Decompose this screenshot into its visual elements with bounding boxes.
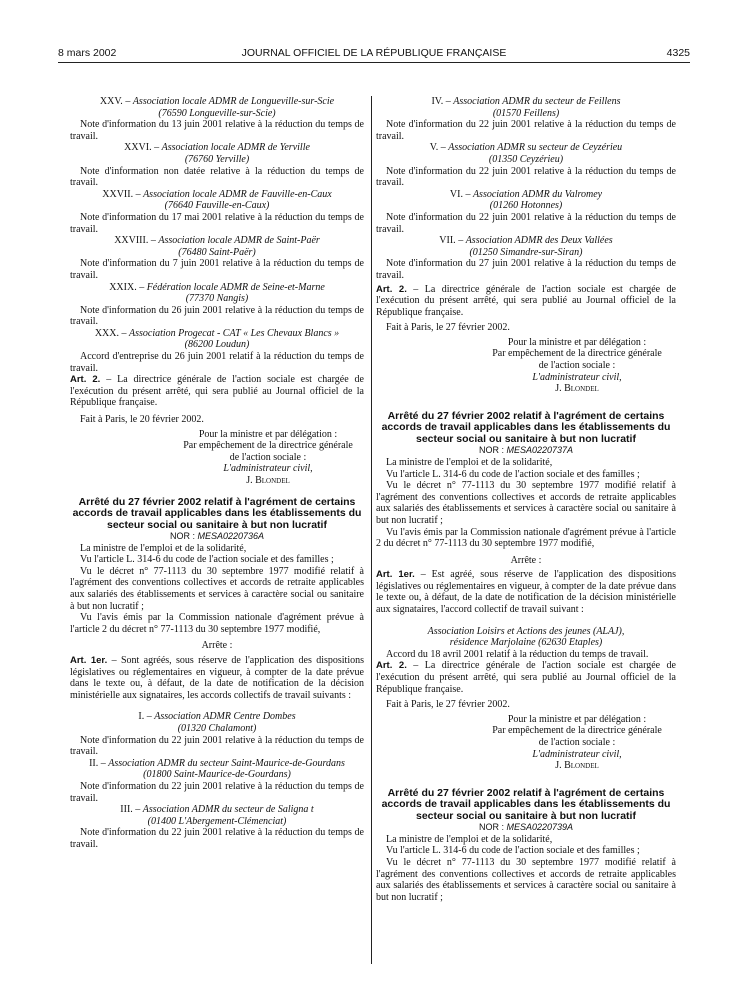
vu-clause: Vu le décret n° 77-1113 du 30 septembre 1977 modifié relatif à l'agrément des conventions collectives et accords de retraite applicables aux salariés des établissements et services à caractère social ou sanitaire à but non lucratif ; (376, 480, 676, 526)
association-block: III. – Association ADMR du secteur de Saligna t (01400 L'Abergement-Clémenciat) Note d'information du 22 juin 2001 relative à la réduction du temps de travail. (70, 804, 364, 850)
association-address: (01350 Ceyzérieu) (488, 153, 564, 165)
decree-title: Arrêté du 27 février 2002 relatif à l'agrément de certains accords de travail applicables dans les établissements du secteur social ou sanitaire à but non lucratif (72, 495, 362, 531)
decree-title: Arrêté du 27 février 2002 relatif à l'agrément de certains accords de travail applicables dans les établissements du secteur social ou sanitaire à but non lucratif (381, 409, 671, 445)
signature-block: Pour la ministre et par délégation : Par empêchement de la directrice générale de l'action sociale : L'administrateur civil, J. Blondel (70, 429, 364, 487)
decree-intro: La ministre de l'emploi et de la solidarité, (386, 456, 553, 468)
association-address: résidence Marjolaine (62630 Etaples) (449, 637, 603, 649)
association-note: Note d'information du 17 mai 2001 relative à la réduction du temps de travail. (70, 211, 364, 235)
association-note: Note d'information du 22 juin 2001 relative à la réduction du temps de travail. (70, 780, 364, 804)
association-note: Note d'information du 22 juin 2001 relative à la réduction du temps de travail. (376, 119, 676, 142)
association-address: (01570 Feillens) (492, 107, 560, 119)
article-2: Art. 2. – La directrice générale de l'action sociale est chargée de l'exécution du présent arrêté, qui sera publié au Journal officiel de la République française. (376, 660, 676, 695)
association-name: Association locale ADMR de Longueville-sur-Scie (132, 96, 335, 107)
issue-date: 8 mars 2002 (58, 47, 117, 59)
association-block: XXV. – Association locale ADMR de Longueville-sur-Scie (76590 Longueville-sur-Scie) Note d'information du 13 juin 2001 relative à la réduction du temps de travail. (70, 96, 364, 142)
association-address: (76590 Longueville-sur-Scie) (158, 107, 276, 119)
article-2: Art. 2. – La directrice générale de l'action sociale est chargée de l'exécution du présent arrêté, qui sera publié au Journal officiel de la République française. (376, 283, 676, 318)
signatory-name: J. Blondel (555, 760, 599, 772)
association-note: Note d'information du 26 juin 2001 relative à la réduction du temps de travail. (70, 304, 364, 328)
signature-place-date: Fait à Paris, le 27 février 2002. (386, 699, 510, 711)
vu-clause: Vu le décret n° 77-1113 du 30 septembre 1977 modifié relatif à l'agrément des conventions collectives et accords de retraite applicables aux salariés des établissements et services à caractère social ou sanitaire à but non lucratif ; (70, 565, 364, 612)
vu-clause: Vu le décret n° 77-1113 du 30 septembre 1977 modifié relatif à l'agrément des conventions collectives et accords de retraite applicables aux salariés des établissements et services à caractère social ou sanitaire à but non lucratif ; (376, 857, 676, 903)
association-block: XXVIII. – Association locale ADMR de Saint-Paër (76480 Saint-Paër) Note d'information du 7 juin 2001 relative à la réduction du temps de travail. (70, 235, 364, 281)
association-note: Note d'information du 22 juin 2001 relative à la réduction du temps de travail. (376, 165, 676, 189)
signature-place-date: Fait à Paris, le 27 février 2002. (386, 322, 510, 334)
association-block: V. – Association ADMR su secteur de Ceyzérieu (01350 Ceyzérieu) Note d'information du 22 juin 2001 relative à la réduction du temps de travail. (376, 142, 676, 189)
association-note: Note d'information du 27 juin 2001 relative à la réduction du temps de travail. (376, 258, 676, 281)
association-block: XXX. – Association Progecat - CAT « Les Chevaux Blancs » (86200 Loudun) Accord d'entreprise du 26 juin 2001 relatif à la réduction du temps de travail. (70, 327, 364, 374)
right-column (376, 96, 676, 903)
association-note: Note d'information du 22 juin 2001 relative à la réduction du temps de travail. (70, 734, 364, 758)
association-block: II. – Association ADMR du secteur Saint-Maurice-de-Gourdans (01800 Saint-Maurice-de-Gourdans) Note d'information du 22 juin 2001 relative à la réduction du temps de travail. (70, 757, 364, 804)
association-note: Note d'information du 7 juin 2001 relative à la réduction du temps de travail. (70, 258, 364, 281)
nor-reference: NOR : MESA0220736A (169, 531, 265, 542)
association-block: XXVII. – Association locale ADMR de Fauville-en-Caux (76640 Fauville-en-Caux) Note d'information du 17 mai 2001 relative à la réduction du temps de travail. (70, 188, 364, 235)
association-name: Association locale ADMR de Fauville-en-Caux (143, 188, 332, 200)
article-2: Art. 2. – La directrice générale de l'action sociale est chargée de l'exécution du présent arrêté, qui sera publié au Journal officiel de la République française. (70, 374, 364, 409)
association-note: Note d'information du 22 juin 2001 relative à la réduction du temps de travail. (70, 827, 364, 850)
decree-title: Arrêté du 27 février 2002 relatif à l'agrément de certains accords de travail applicables dans les établissements du secteur social ou sanitaire à but non lucratif (381, 786, 671, 822)
association-name: Association ADMR des Deux Vallées (465, 235, 613, 247)
association-block (376, 626, 676, 661)
article-1: Art. 1er. – Est agréé, sous réserve de l'application des dispositions législatives ou réglementaires en vigueur, à compter de la date prévue dans le texte ou, à défaut, de la date de notification de la décision ministérielle aux signataires, l'accord collectif de travail suivant : (376, 569, 677, 616)
association-address: (01320 Chalamont) (177, 723, 257, 734)
association-address: (77370 Nangis) (185, 293, 249, 305)
signature-block: Pour la ministre et par délégation : Par empêchement de la directrice générale de l'action sociale : L'administrateur civil, J. Blondel (376, 714, 676, 772)
association-name: Association locale ADMR de Saint-Paër (158, 235, 320, 247)
association-name: Association ADMR su secteur de Ceyzérieu (448, 142, 623, 154)
signatory-name: J. Blondel (555, 383, 599, 395)
association-address: (76640 Fauville-en-Caux) (164, 200, 270, 212)
signature-block: Pour la ministre et par délégation : Par empêchement de la directrice générale de l'action sociale : L'administrateur civil, J. Blondel (376, 337, 676, 395)
association-note: Note d'information non datée relative à la réduction du temps de travail. (70, 165, 364, 189)
association-address: (86200 Loudun) (184, 339, 250, 351)
association-address: (01250 Simandre-sur-Siran) (469, 246, 583, 258)
association-name: Association ADMR du Valromey (472, 188, 603, 200)
association-name: Association ADMR du secteur de Feillens (453, 96, 621, 107)
nor-reference: NOR : MESA0220737A (478, 445, 574, 456)
arrete-heading: Arrête : (510, 554, 542, 566)
association-block: VI. – Association ADMR du Valromey (01260 Hotonnes) Note d'information du 22 juin 2001 relative à la réduction du temps de travail. (376, 188, 676, 235)
association-name: Fédération locale ADMR de Seine-et-Marne (146, 281, 325, 293)
association-block: IV. – Association ADMR du secteur de Feillens (01570 Feillens) Note d'information du 22 juin 2001 relative à la réduction du temps de travail. (376, 96, 676, 142)
article-1: Art. 1er. – Sont agréés, sous réserve de l'application des dispositions législatives ou réglementaires en vigueur, à compter de la date prévue dans le texte ou, à défaut, de la date de notification de la décision ministérielle aux signataires, les accords collectifs de travail suivants : (70, 655, 364, 701)
column-divider (371, 96, 372, 964)
decree-intro: La ministre de l'emploi et de la solidarité, (386, 833, 553, 845)
nor-reference: NOR : MESA0220739A (478, 822, 574, 833)
association-name: Association ADMR du secteur Saint-Maurice-de-Gourdans (108, 757, 345, 769)
association-block: VII. – Association ADMR des Deux Vallées (01250 Simandre-sur-Siran) Note d'information du 27 juin 2001 relative à la réduction du temps de travail. (376, 235, 676, 281)
association-name: Association Progecat - CAT « Les Chevaux Blancs » (129, 327, 340, 339)
vu-clause: Vu l'avis émis par la Commission nationale d'agrément prévue à l'article 2 du décret n° 77-1113 du 30 septembre 1977 modifié, (376, 526, 676, 550)
association-name: Association locale ADMR de Yerville (161, 142, 310, 154)
left-column (70, 96, 364, 851)
vu-clause: Vu l'article L. 314-6 du code de l'action sociale et des familles ; (386, 845, 640, 857)
association-block: XXIX. – Fédération locale ADMR de Seine-et-Marne (77370 Nangis) Note d'information du 26 juin 2001 relative à la réduction du temps de travail. (70, 281, 364, 328)
vu-clause: Vu l'article L. 314-6 du code de l'action sociale et des familles ; (386, 468, 640, 480)
association-note: Note d'information du 22 juin 2001 relative à la réduction du temps de travail. (376, 211, 676, 235)
association-address: (76480 Saint-Paër) (178, 246, 256, 258)
vu-clause: Vu l'avis émis par la Commission nationale d'agrément prévue à l'article 2 du décret n° 77-1113 du 30 septembre 1977 modifié, (70, 612, 364, 635)
header-rule (58, 62, 690, 63)
association-note: Accord du 18 avril 2001 relatif à la réduction du temps de travail. (386, 648, 649, 660)
association-block: XXVI. – Association locale ADMR de Yerville (76760 Yerville) Note d'information non datée relative à la réduction du temps de travail. (70, 142, 364, 189)
page-header (58, 47, 690, 63)
association-note: Accord d'entreprise du 26 juin 2001 relatif à la réduction du temps de travail. (70, 351, 364, 374)
decree-intro: La ministre de l'emploi et de la solidarité, (80, 542, 247, 554)
arrete-heading: Arrête : (201, 640, 233, 652)
signatory-name: J. Blondel (246, 475, 290, 486)
page-number: 4325 (666, 47, 690, 59)
association-block: I. – Association ADMR Centre Dombes (01320 Chalamont) Note d'information du 22 juin 2001 relative à la réduction du temps de travail. (70, 711, 364, 758)
association-address: (76760 Yerville) (184, 153, 250, 165)
association-name: Association ADMR Centre Dombes (154, 711, 296, 723)
vu-clause: Vu l'article L. 314-6 du code de l'action sociale et des familles ; (80, 554, 334, 566)
association-name: Association Loisirs et Actions des jeunes (ALAJ), (427, 625, 625, 637)
association-address: (01400 L'Abergement-Clémenciat) (147, 815, 287, 827)
journal-title: JOURNAL OFFICIEL DE LA RÉPUBLIQUE FRANÇAISE (241, 47, 507, 59)
association-address: (01260 Hotonnes) (489, 200, 563, 212)
signature-place-date: Fait à Paris, le 20 février 2002. (80, 414, 204, 426)
association-name: Association ADMR du secteur de Saligna t (142, 804, 314, 816)
association-address: (01800 Saint-Maurice-de-Gourdans) (143, 769, 291, 781)
association-note: Note d'information du 13 juin 2001 relative à la réduction du temps de travail. (70, 119, 364, 142)
